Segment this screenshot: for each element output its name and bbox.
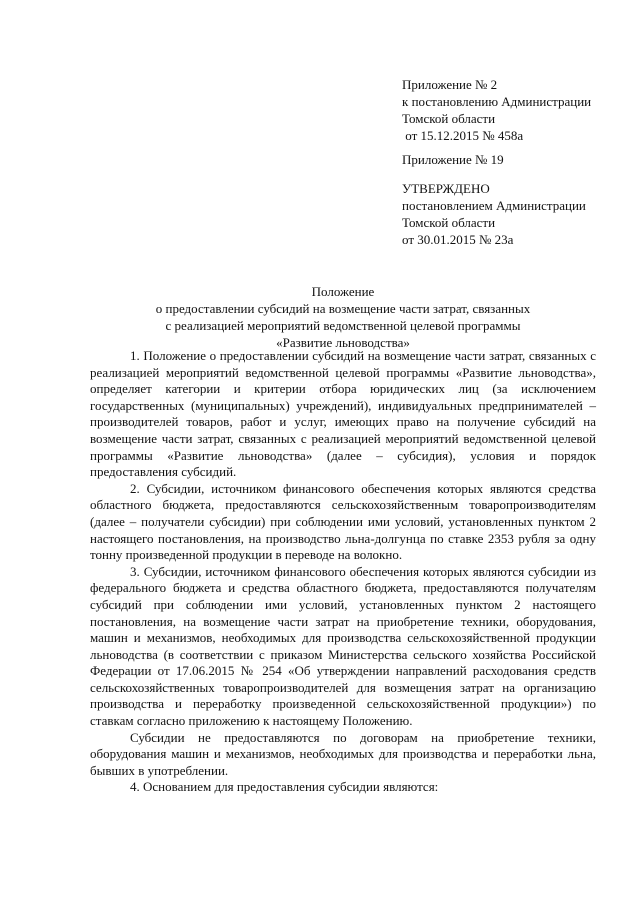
document-body <box>90 348 596 796</box>
title-line: «Развитие льноводства» <box>276 335 410 350</box>
document-title <box>80 283 606 351</box>
appendix-2-line: от 15.12.2015 № 458а <box>402 128 524 143</box>
title-line: о предоставлении субсидий на возмещение части затрат, связанных <box>155 301 531 316</box>
paragraph-4: 4. Основанием для предоставления субсидии являются: <box>130 779 439 795</box>
approval-line: Томской области <box>402 215 496 230</box>
approval-title: УТВЕРЖДЕНО <box>402 181 490 196</box>
title-line: Положение <box>311 284 375 299</box>
appendix-19-title: Приложение № 19 <box>402 152 504 167</box>
appendix-19-block <box>402 151 607 168</box>
paragraph-3: 3. Субсидии, источником финансового обеспечения которых являются субсидии из федерального бюджета и средства областного бюджета, предоставляются получателям субсидий при соблюдении ими условий, установленных пунктом 2 настоящего постановления, на возмещение части затрат на приобретение техники, оборудования, машин и механизмов, необходимых для производства сельскохозяйственной продукции льноводства (в соответствии с приказом Министерства сельского хозяйства Российской Федерации от 17.06.2015 № 254 «Об утверждении направлений расходования средств сельскохозяйственных товаропроизводителей для возмещения затрат на организацию производства и переработку произведенной сельскохозяйственной продукции») по ставкам согласно приложению к настоящему Положению. <box>90 563 596 729</box>
title-line: с реализацией мероприятий ведомственной целевой программы <box>165 318 521 333</box>
approval-line: от 30.01.2015 № 23а <box>402 232 514 247</box>
approval-block <box>402 180 607 248</box>
appendix-2-line: Томской области <box>402 111 496 126</box>
paragraph-2: 2. Субсидии, источником финансового обеспечения которых являются средства областного бюджета, предоставляются сельскохозяйственным товаропроизводителям (далее – получатели субсидии) при соблюдении ими условий, установленных пунктом 2 настоящего постановления, на производство льна-долгунца по ставке 2353 рубля за одну тонну произведенной продукции в переводе на волокно. <box>90 480 596 563</box>
paragraph-3-note: Субсидии не предоставляются по договорам на приобретение техники, оборудования машин и механизмов, необходимых для производства и переработки льна, бывших в употреблении. <box>90 729 596 778</box>
paragraph-1: 1. Положение о предоставлении субсидий на возмещение части затрат, связанных с реализацией мероприятий ведомственной целевой программы «Развитие льноводства», определяет категории и критерии отбора юридических лиц (за исключением государственных (муниципальных) учреждений), индивидуальных предпринимателей – производителей товаров, работ и услуг, имеющих право на получение субсидий на возмещение части затрат, связанных с реализацией мероприятий ведомственной целевой программы «Развитие льноводства» (далее – субсидия), условия и порядок предоставления субсидий. <box>90 348 596 480</box>
approval-line: постановлением Администрации <box>402 198 586 213</box>
appendix-2-title: Приложение № 2 <box>402 77 498 92</box>
appendix-2-line: к постановлению Администрации <box>402 94 592 109</box>
appendix-2-block <box>402 76 607 144</box>
